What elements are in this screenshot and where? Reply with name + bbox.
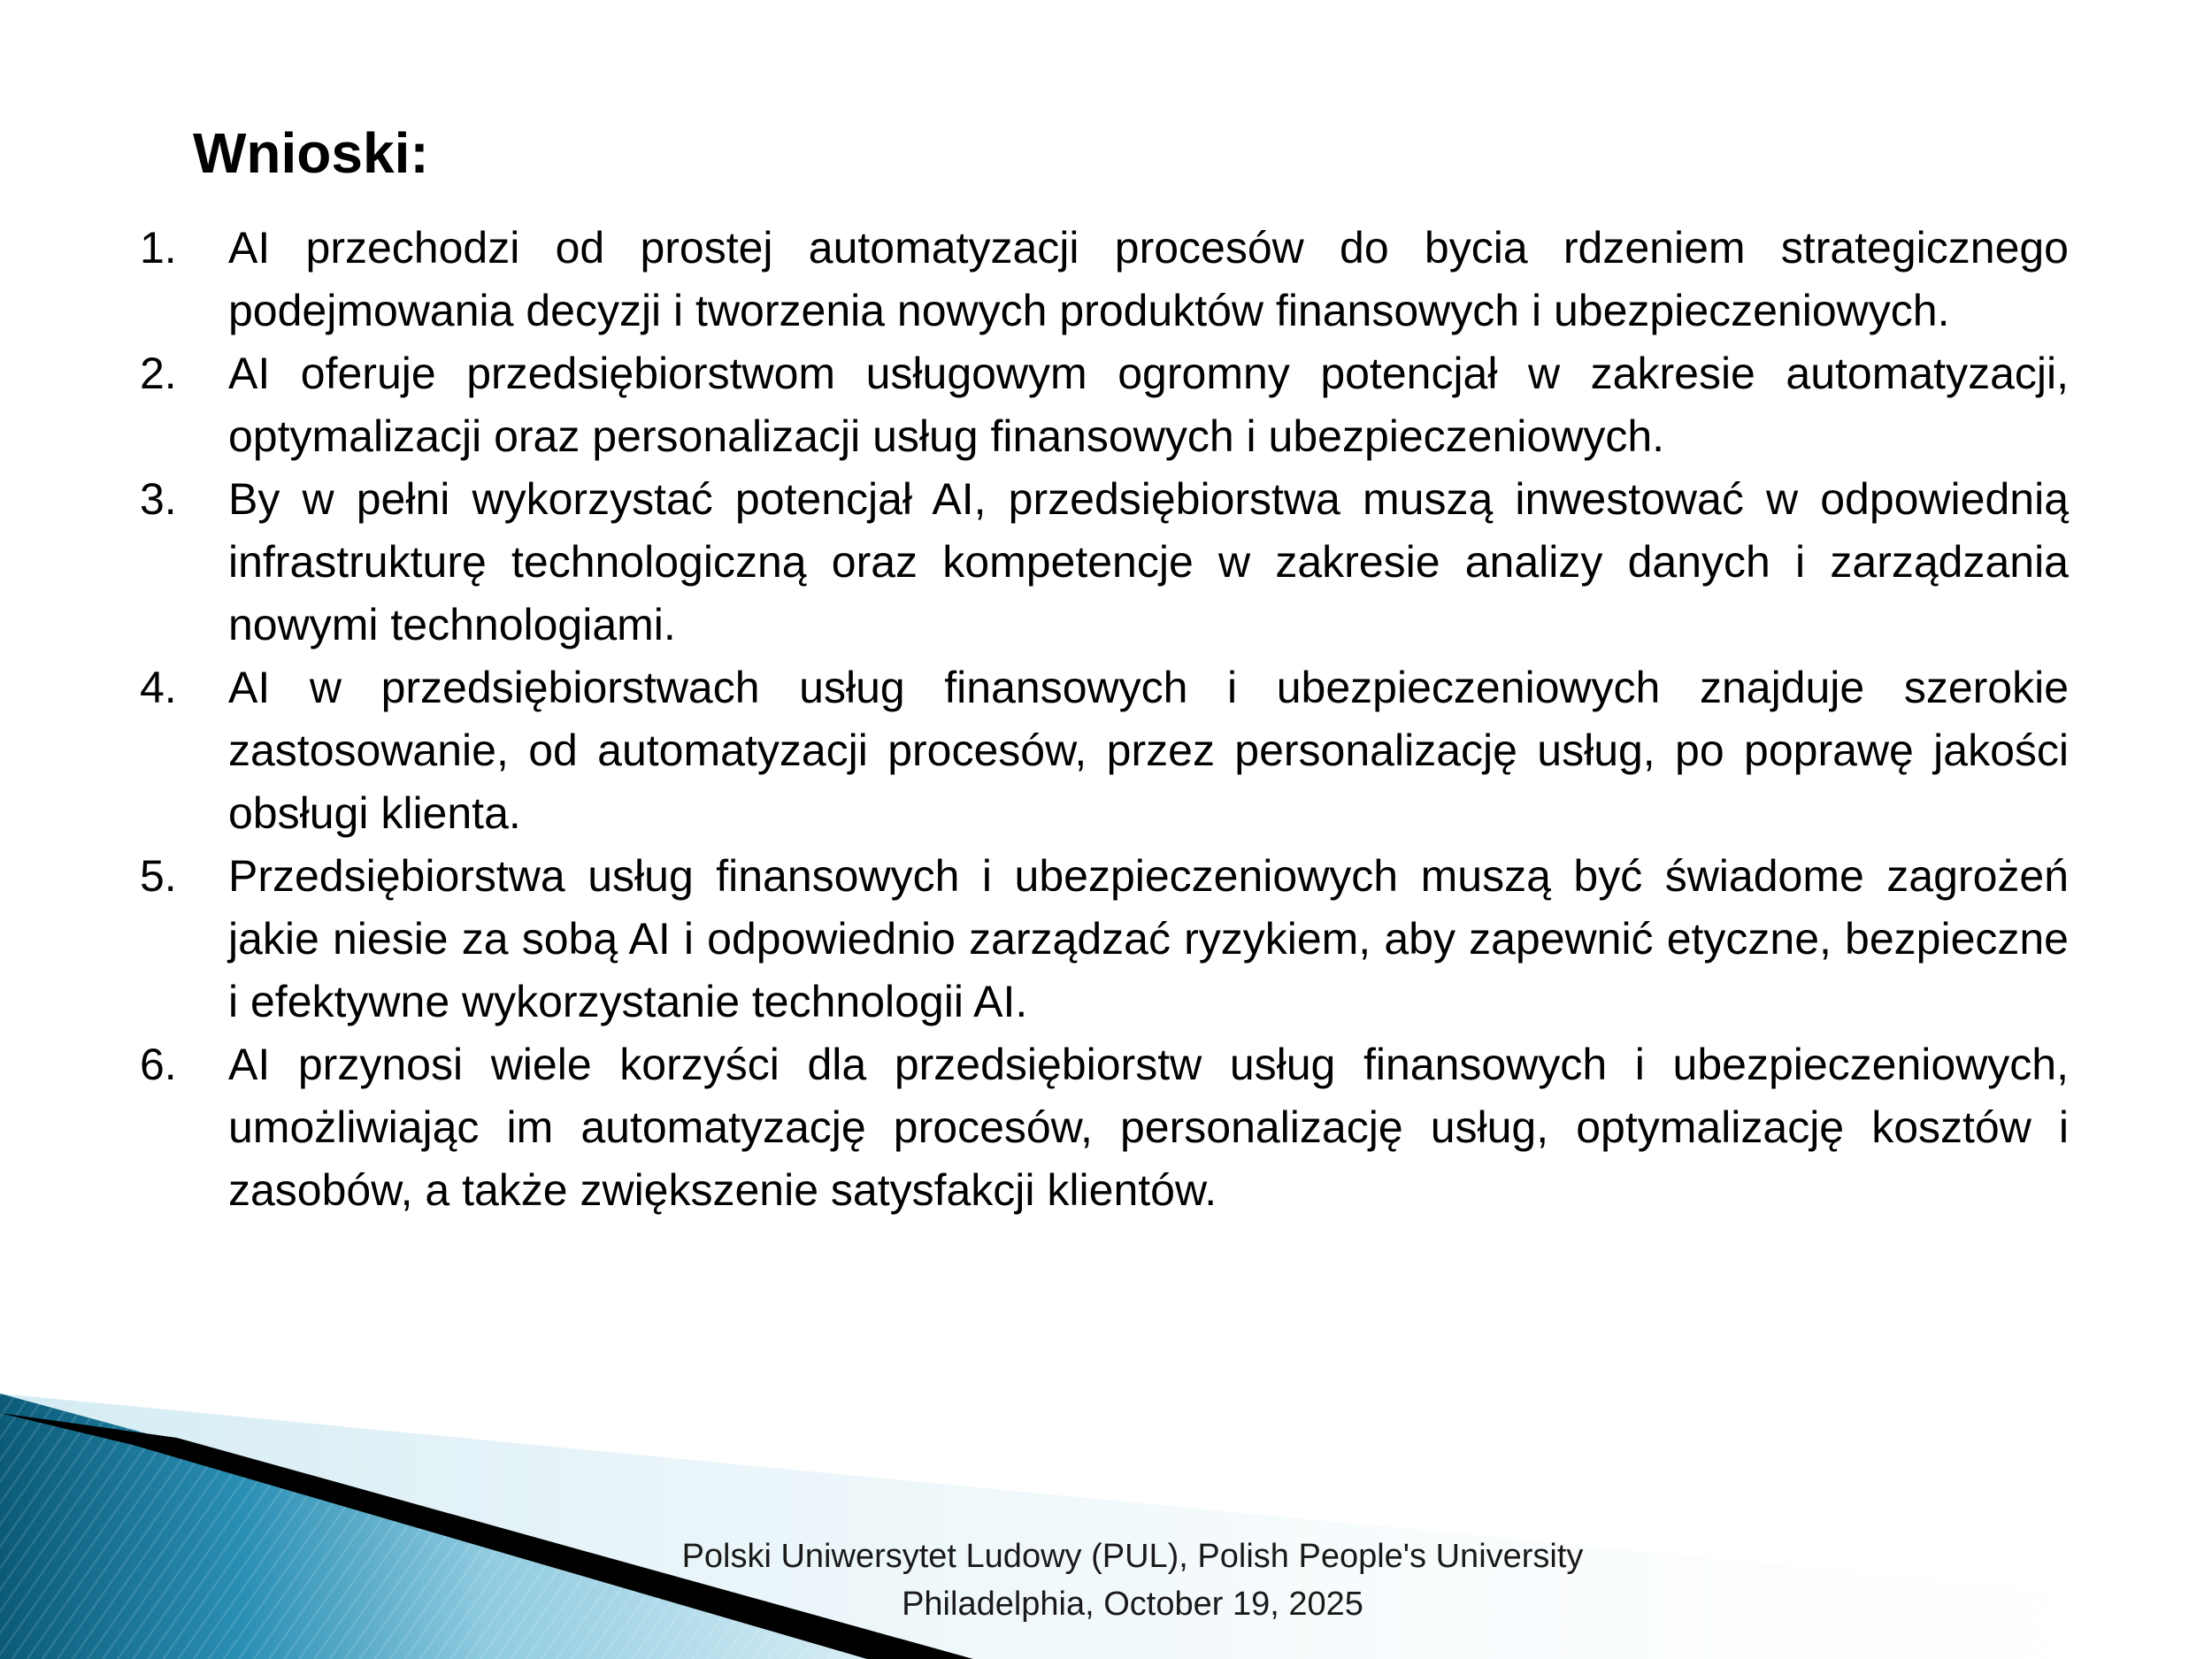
- footer-institution: Polski Uniwersytet Ludowy (PUL), Polish People's University: [681, 1538, 1584, 1575]
- conclusion-item-6: [140, 1033, 2069, 1222]
- item-text: AI w przedsiębiorstwach usług finansowych i ubezpieczeniowych znajduje szerokie zastosowanie, od automatyzacji procesów, przez personalizację usług, po poprawę jakości obsługi klienta.: [228, 663, 2069, 838]
- item-number: 1.: [140, 223, 177, 273]
- item-number: 2.: [140, 349, 177, 398]
- conclusion-item-5: [140, 845, 2069, 1033]
- footer-place-date: Philadelphia, October 19, 2025: [902, 1586, 1363, 1623]
- conclusion-item-3: [140, 468, 2069, 657]
- item-text: AI przechodzi od prostej automatyzacji procesów do bycia rdzeniem strategicznego podejmowania decyzji i tworzenia nowych produktów finansowych i ubezpieczeniowych.: [228, 223, 2069, 335]
- footer: [513, 1532, 1752, 1628]
- item-number: 4.: [140, 663, 177, 712]
- slide-title: Wnioski:: [193, 121, 429, 185]
- conclusion-item-4: [140, 657, 2069, 845]
- item-text: AI przynosi wiele korzyści dla przedsiębiorstw usług finansowych i ubezpieczeniowych, umożliwiając im automatyzację procesów, personalizację usług, optymalizację kosztów i zasobów, a także zwiększenie satysfakcji klientów.: [228, 1040, 2069, 1215]
- item-text: AI oferuje przedsiębiorstwom usługowym ogromny potencjał w zakresie automatyzacji, optymalizacji oraz personalizacji usług finansowych i ubezpieczeniowych.: [228, 349, 2069, 461]
- item-number: 6.: [140, 1040, 177, 1089]
- item-text: By w pełni wykorzystać potencjał AI, przedsiębiorstwa muszą inwestować w odpowiednią infrastrukturę technologiczną oraz kompetencje w zakresie analizy danych i zarządzania nowymi technologiami.: [228, 474, 2069, 649]
- item-text: Przedsiębiorstwa usług finansowych i ubezpieczeniowych muszą być świadome zagrożeń jakie niesie za sobą AI i odpowiednio zarządzać ryzykiem, aby zapewnić etyczne, bezpieczne i efektywne wykorzystanie technologii AI.: [228, 851, 2069, 1026]
- conclusion-item-2: [140, 342, 2069, 468]
- conclusions-list: [140, 217, 2069, 1222]
- item-number: 5.: [140, 851, 177, 901]
- item-number: 3.: [140, 474, 177, 524]
- conclusion-item-1: [140, 217, 2069, 342]
